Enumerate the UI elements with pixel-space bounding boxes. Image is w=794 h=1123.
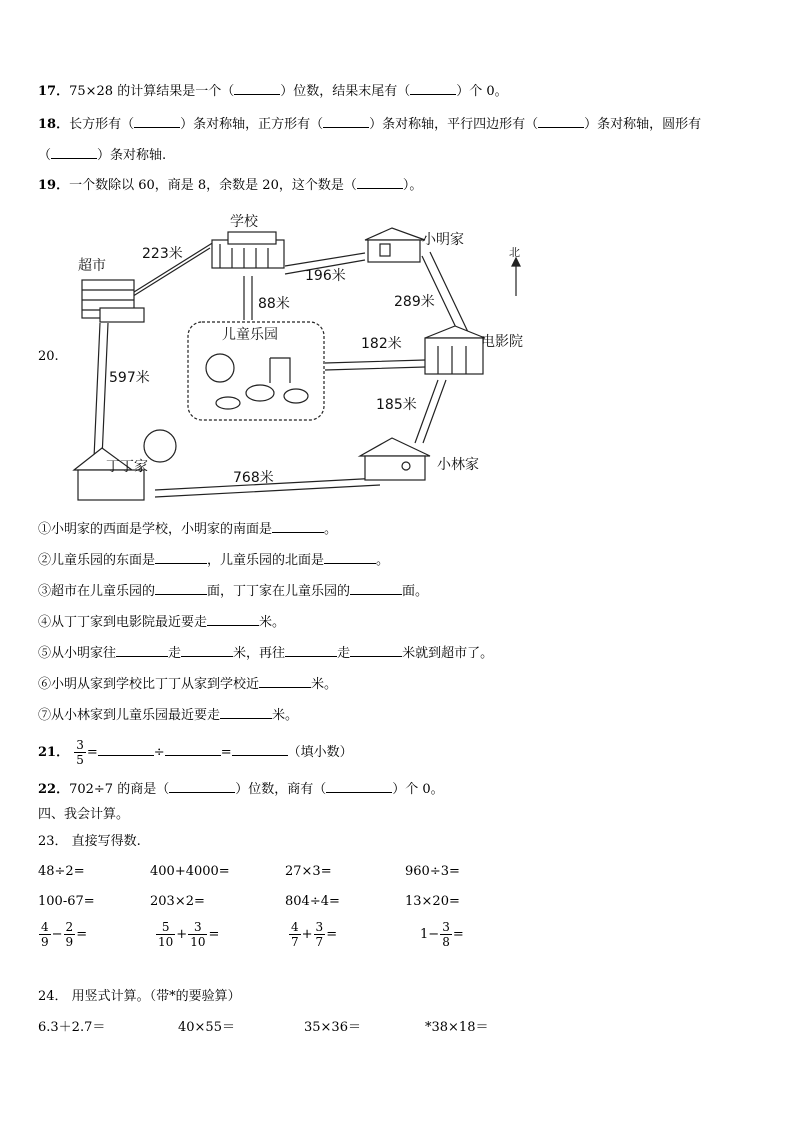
label-school: 学校 — [230, 214, 258, 230]
calc-item: 13×20= — [405, 894, 460, 909]
q20-sub-5: ⑤从小明家往 走 米，再往 走 米就到超市了。 — [38, 646, 494, 661]
xiaolin-home-building — [360, 438, 430, 480]
question-20-number: 20. — [38, 349, 59, 364]
question-21: 21． $\frac{3}{5}$ = ÷ = （填小数） — [38, 738, 353, 767]
question-number: 18． — [38, 117, 70, 132]
answer-blank[interactable] — [324, 551, 376, 564]
answer-blank[interactable] — [169, 780, 235, 793]
road-supermarket-dingding — [94, 323, 108, 458]
question-19: 19．一个数除以 60，商是 8，余数是 20，这个数是（ ）。 — [38, 178, 423, 193]
supermarket-building — [82, 280, 144, 322]
vertical-calc-item: *38×18＝ — [425, 1020, 489, 1035]
distance-supermarket-school: 223米 — [142, 246, 183, 262]
question-22: 22．702÷7 的商是（ ）位数，商有（ ）个 0。 — [38, 782, 444, 797]
distance-playground-cinema: 182米 — [361, 336, 402, 352]
vertical-calc-item: 40×55＝ — [178, 1020, 235, 1035]
question-18: 18．长方形有（ ）条对称轴，正方形有（ ）条对称轴，平行四边形有（ ）条对称轴，圆形有 — [38, 117, 702, 132]
fraction-calc-item: $\frac{4}{9}$ − $\frac{2}{9}$ = — [41, 920, 88, 949]
distance-xiaoming-cinema: 289米 — [394, 294, 435, 310]
route-map — [60, 208, 580, 508]
answer-blank[interactable] — [234, 82, 280, 95]
answer-blank[interactable] — [232, 743, 288, 756]
fraction-calc-item: $\frac{4}{7}$ + $\frac{3}{7}$ = — [291, 920, 338, 949]
answer-blank[interactable] — [350, 644, 402, 657]
calc-item: 100-67= — [38, 894, 95, 909]
calc-item: 400+4000= — [150, 864, 230, 879]
answer-blank[interactable] — [323, 115, 369, 128]
answer-blank[interactable] — [155, 551, 207, 564]
q20-sub-1: ①小明家的西面是学校，小明家的南面是 。 — [38, 522, 338, 537]
calc-item: 960÷3= — [405, 864, 460, 879]
answer-blank[interactable] — [410, 82, 456, 95]
answer-blank[interactable] — [350, 582, 402, 595]
question-18-line2: （ ）条对称轴. — [38, 148, 167, 163]
answer-blank[interactable] — [116, 644, 168, 657]
fraction-calc-item: $\frac{5}{10}$ + $\frac{3}{10}$ = — [158, 920, 220, 949]
distance-dingding-xiaolin: 768米 — [233, 470, 274, 486]
answer-blank[interactable] — [51, 146, 97, 159]
cinema-building — [425, 326, 485, 374]
answer-blank[interactable] — [326, 780, 392, 793]
question-24-title: 24． 用竖式计算。（带*的要验算） — [38, 989, 241, 1004]
label-xiaoming-home: 小明家 — [422, 232, 464, 248]
answer-blank[interactable] — [155, 582, 207, 595]
school-building — [212, 232, 284, 268]
answer-blank[interactable] — [165, 743, 221, 756]
label-xiaolin-home: 小林家 — [437, 457, 479, 473]
question-number: 21． — [38, 745, 70, 760]
question-number: 17． — [38, 84, 70, 99]
calc-item: 27×3= — [285, 864, 332, 879]
question-number: 19． — [38, 178, 70, 193]
question-number: 22． — [38, 782, 70, 797]
answer-blank[interactable] — [134, 115, 180, 128]
q20-sub-4: ④从丁丁家到电影院最近要走 米。 — [38, 615, 286, 630]
label-supermarket: 超市 — [78, 258, 106, 274]
fraction-calc-item: 1− $\frac{3}{8}$ = — [420, 920, 464, 949]
vertical-calc-item: 6.3＋2.7＝ — [38, 1020, 106, 1035]
calc-item: 804÷4= — [285, 894, 340, 909]
road-cinema-xiaolin — [415, 380, 446, 443]
answer-blank[interactable] — [285, 644, 337, 657]
distance-supermarket-dingding: 597米 — [109, 370, 150, 386]
answer-blank[interactable] — [357, 176, 403, 189]
label-cinema: 电影院 — [481, 334, 523, 350]
distance-cinema-xiaolin: 185米 — [376, 397, 417, 413]
label-north: 北 — [509, 246, 520, 259]
xiaoming-home-building — [365, 228, 425, 262]
calc-item: 203×2= — [150, 894, 205, 909]
vertical-calc-item: 35×36＝ — [304, 1020, 361, 1035]
question-23-title: 23． 直接写得数. — [38, 834, 141, 849]
q20-sub-2: ②儿童乐园的东面是 ，儿童乐园的北面是 。 — [38, 553, 390, 568]
answer-blank[interactable] — [538, 115, 584, 128]
distance-school-xiaoming: 196米 — [305, 268, 346, 284]
q20-sub-7: ⑦从小林家到儿童乐园最近要走 米。 — [38, 708, 299, 723]
question-17: 17．75×28 的计算结果是一个（ ）位数，结果末尾有（ ）个 0。 — [38, 84, 508, 99]
road-playground-cinema — [325, 360, 425, 370]
q20-sub-6: ⑥小明从家到学校比丁丁从家到学校近 米。 — [38, 677, 338, 692]
distance-school-playground: 88米 — [258, 296, 290, 312]
calc-item: 48÷2= — [38, 864, 85, 879]
answer-blank[interactable] — [220, 706, 272, 719]
answer-blank[interactable] — [259, 675, 311, 688]
answer-blank[interactable] — [98, 743, 154, 756]
road-school-playground — [244, 276, 252, 320]
north-arrow-icon — [512, 258, 520, 296]
label-dingding-home: 丁丁家 — [106, 459, 148, 475]
section-heading: 四、我会计算。 — [38, 807, 130, 822]
answer-blank[interactable] — [181, 644, 233, 657]
q20-sub-3: ③超市在儿童乐园的 面，丁丁家在儿童乐园的 面。 — [38, 584, 429, 599]
answer-blank[interactable] — [207, 613, 259, 626]
label-playground: 儿童乐园 — [222, 327, 278, 343]
answer-blank[interactable] — [272, 520, 324, 533]
fraction: $\frac{3}{5}$ — [76, 738, 84, 767]
